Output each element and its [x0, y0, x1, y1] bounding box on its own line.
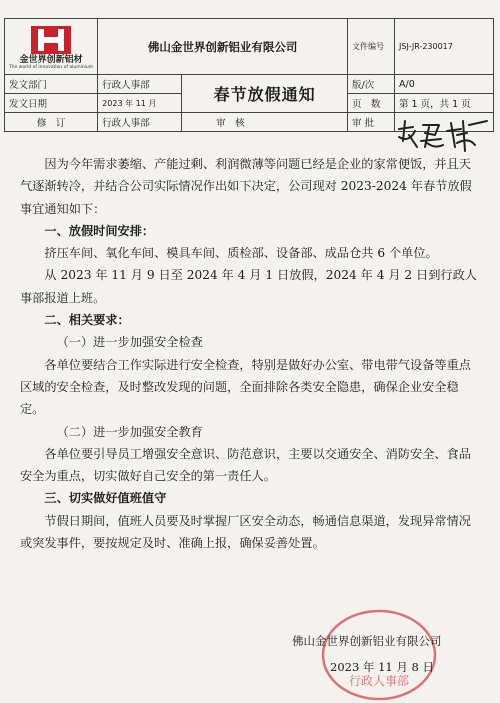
- section-2-title: 二、相关要求：: [44, 313, 130, 328]
- pages-value: 第 1 页，共 1 页: [395, 94, 494, 113]
- dept-label: 发文部门: [5, 75, 98, 94]
- section-2-sub-2: （二）进一步加强安全教育: [56, 424, 203, 439]
- svg-text:行政人事部: 行政人事部: [348, 674, 410, 688]
- notice-body: [20, 153, 480, 554]
- company-logo-icon: [29, 25, 73, 55]
- review-label: [182, 113, 348, 132]
- approve-label: 审 批: [348, 113, 395, 132]
- handwritten-signature: [395, 117, 495, 153]
- review-label-text: 审 核: [216, 118, 245, 129]
- footer-date: 2023 年 11 月 8 日: [330, 660, 434, 674]
- section-1-dates: 从 2023 年 11 月 9 日至 2024 年 4 月 1 日放假，2024 年 4 月 2 日到行政人事部报道上班。: [20, 268, 477, 305]
- section-2-sub-1: （一）进一步加强安全检查: [56, 335, 203, 350]
- footer-company: 佛山金世界创新铝业有限公司: [292, 634, 442, 648]
- logo-name: 金世界创新铝材: [19, 54, 83, 65]
- version-value: A/0: [395, 75, 494, 94]
- notice-title: 春节放假通知: [182, 75, 348, 113]
- intro-paragraph: 因为今年需求萎缩、产能过剩、利润微薄等问题已经是企业的家常便饭，并且天气逐渐转冷，并结合公司实际情况作出如下决定，公司现对 2023-2024 年春节放假事宜通知如下：: [20, 157, 472, 216]
- logo-tagline: The world of innovation of aluminium: [9, 64, 94, 70]
- logo-cell: [5, 19, 98, 75]
- section-3-para: 节假日期间，值班人员要及时掌握厂区安全动态，畅通信息渠道，发现异常情况或突发事件，要按规定及时、准确上报，确保妥善处置。: [20, 513, 471, 551]
- pages-label: 页 数: [348, 94, 395, 113]
- section-1-title: 一、放假时间安排：: [44, 223, 155, 238]
- date-label: 发文日期: [5, 94, 98, 113]
- revise-dept: 行政人事部: [98, 113, 182, 132]
- date-value: 2023 年 11 月: [98, 94, 182, 113]
- file-no-label: 文件编号: [348, 19, 395, 75]
- section-2-para-1: 各单位要结合工作实际进行安全检查，特别是做好办公室、带电带气设备等重点区域的安全检查，及时整改发现的问题，全面排除各类安全隐患，确保企业安全稳定。: [20, 357, 471, 417]
- header-table: [4, 18, 494, 132]
- company-name: 佛山金世界创新铝业有限公司: [98, 19, 348, 75]
- version-label: 版/次: [348, 75, 395, 94]
- section-1-units: 挤压车间、氧化车间、模具车间、质检部、设备部、成品仓共 6 个单位。: [44, 246, 438, 261]
- company-seal-stamp: [320, 607, 438, 703]
- section-2-para-2: 各单位要引导员工增强安全意识、防范意识，主要以交通安全、消防安全、食品安全为重点，切实做好自己安全的第一责任人。: [20, 446, 471, 484]
- section-3-title: 三、切实做好值班值守: [44, 491, 167, 506]
- file-no-value: JSJ-JR-230017: [395, 19, 494, 75]
- revise-label: 修 订: [5, 113, 98, 132]
- dept-value: 行政人事部: [98, 75, 182, 94]
